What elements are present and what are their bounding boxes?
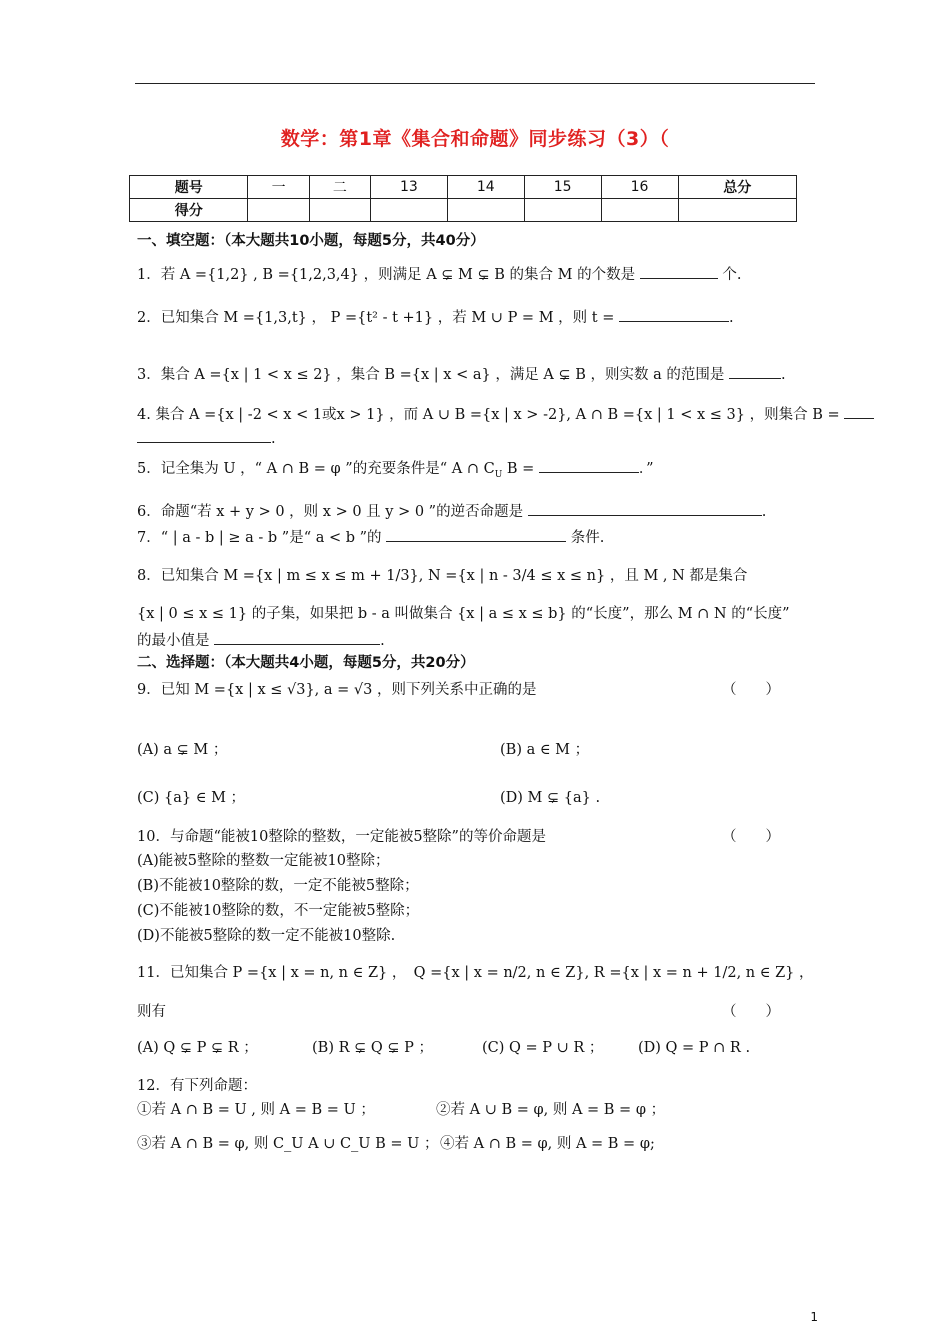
table-cell: 二 xyxy=(309,176,370,199)
page-title: 数学：第1章《集合和命题》同步练习（3）（ xyxy=(280,128,670,150)
question-9 xyxy=(137,680,537,700)
table-cell: 一 xyxy=(248,176,309,199)
question-text: 5．记全集为 U ，“ A ∩ B = φ ”的充要条件是“ A ∩ C xyxy=(137,461,495,477)
question-text: 4. 集合 A ={x | -2 < x < 1或x > 1} ，而 A ∪ B ={x | x > -2}, A ∩ B ={x | 1 < x ≤ 3} ，则集合 B = xyxy=(137,407,840,423)
question-8-line-1: 8．已知集合 M ={x | m ≤ x ≤ m + 1/3}, N ={x | n - 3/4 ≤ x ≤ n} ，且 M , N 都是集合 xyxy=(137,568,748,584)
question-11: 11．已知集合 P ={x | x = n, n ∈ Z} ， Q ={x | x = n/2, n ∈ Z}, R ={x | x = n + 1/2, n ∈ Z} ， xyxy=(137,965,814,981)
table-cell: 14 xyxy=(447,176,524,199)
answer-blank[interactable] xyxy=(640,264,718,279)
answer-blank[interactable] xyxy=(539,458,639,473)
score-cell[interactable] xyxy=(248,199,309,222)
answer-blank[interactable] xyxy=(619,307,729,322)
proposition-4: ④若 A ∩ B = φ, 则 A = B = φ; xyxy=(440,1136,655,1152)
question-11-cont: 则有 xyxy=(137,1004,166,1020)
score-table xyxy=(129,175,797,222)
answer-blank[interactable] xyxy=(844,404,874,419)
option-11b[interactable]: (B) R ⊊ Q ⊊ P ； xyxy=(312,1040,433,1056)
question-1 xyxy=(137,264,741,285)
answer-blank[interactable] xyxy=(729,364,781,379)
option-11a[interactable]: (A) Q ⊊ P ⊊ R ； xyxy=(137,1040,258,1056)
question-text: 条件. xyxy=(570,530,605,546)
question-8-line-2: {x | 0 ≤ x ≤ 1} 的子集，如果把 b - a 叫做集合 {x | a ≤ x ≤ b} 的“长度”，那么 M ∩ N 的“长度” xyxy=(137,606,790,622)
table-cell: 得分 xyxy=(130,199,248,222)
score-cell[interactable] xyxy=(678,199,797,222)
page-number: 1 xyxy=(810,1310,818,1324)
question-2: 2．已知集合 M ={1,3,t} ， P ={t² - t +1} ，若 M ∪ P = M ，则 t = . xyxy=(137,307,734,328)
table-row xyxy=(130,176,797,199)
table-cell: 题号 xyxy=(130,176,248,199)
option-10c[interactable]: (C)不能被10整除的数，不一定能被5整除； xyxy=(137,903,420,919)
table-cell: 16 xyxy=(601,176,678,199)
question-text: 3．集合 A ={x | 1 < x ≤ 2} ，集合 B ={x | x < a} ，满足 A ⊊ B ，则实数 a 的范围是 xyxy=(137,367,725,383)
question-4-cont: . xyxy=(137,428,276,449)
question-6: 6．命题“若 x + y > 0 ，则 x > 0 且 y > 0 ”的逆否命题是 . xyxy=(137,501,766,522)
answer-blank[interactable] xyxy=(528,501,762,516)
table-cell: 总分 xyxy=(678,176,797,199)
answer-blank[interactable] xyxy=(137,428,271,443)
score-cell[interactable] xyxy=(601,199,678,222)
question-12: 12．有下列命题： xyxy=(137,1078,257,1094)
answer-blank[interactable] xyxy=(214,630,380,645)
section-heading-fill: 一、填空题：（本大题共10小题，每题5分，共40分） xyxy=(137,233,485,249)
proposition-1: ①若 A ∩ B = U , 则 A = B = U ； xyxy=(137,1102,375,1118)
option-11c[interactable]: (C) Q = P ∪ R ； xyxy=(482,1040,604,1056)
option-9b[interactable]: (B) a ∈ M ； xyxy=(500,742,590,758)
option-10b[interactable]: (B)不能被10整除的数，一定不能被5整除； xyxy=(137,878,419,894)
table-cell: 15 xyxy=(524,176,601,199)
table-cell: 13 xyxy=(370,176,447,199)
answer-paren[interactable]: （ ） xyxy=(722,682,780,698)
score-cell[interactable] xyxy=(524,199,601,222)
subscript: U xyxy=(494,469,503,480)
option-10a[interactable]: (A)能被5整除的整数一定能被10整除； xyxy=(137,853,390,869)
answer-paren[interactable]: （ ） xyxy=(722,1004,780,1020)
question-text: 2．已知集合 M ={1,3,t} ， P ={t² - t +1} ，若 M ∪ P = M ，则 t = xyxy=(137,310,615,326)
table-row xyxy=(130,199,797,222)
question-text: 7．“ | a - b | ≥ a - b ”是“ a < b ”的 xyxy=(137,530,382,546)
question-text: 1．若 A ={1,2} , B ={1,2,3,4} ，则满足 A ⊊ M ⊊ B 的集合 M 的个数是 xyxy=(137,267,636,283)
score-cell[interactable] xyxy=(447,199,524,222)
option-10d[interactable]: (D)不能被5整除的数一定不能被10整除. xyxy=(137,928,396,944)
score-cell[interactable] xyxy=(309,199,370,222)
header-rule xyxy=(135,83,815,84)
section-heading-choice: 二、选择题：（本大题共4小题，每题5分，共20分） xyxy=(137,655,475,671)
option-11d[interactable]: (D) Q = P ∩ R . xyxy=(638,1040,751,1056)
score-cell[interactable] xyxy=(370,199,447,222)
question-8-line-3: 的最小值是 . xyxy=(137,630,385,651)
question-10: 10．与命题“能被10整除的整数，一定能被5整除”的等价命题是 xyxy=(137,829,546,845)
question-text: 9．已知 M ={x | x ≤ √3}, a = √3 ，则下列关系中正确的是 xyxy=(137,682,537,698)
option-9d[interactable]: (D) M ⊊ {a} . xyxy=(500,790,601,806)
question-5: 5．记全集为 U ，“ A ∩ B = φ ”的充要条件是“ A ∩ $C_U$ B = ．” xyxy=(137,458,654,485)
question-text: 个. xyxy=(722,267,742,283)
question-7 xyxy=(137,527,604,548)
question-3: 3．集合 A ={x | 1 < x ≤ 2} ，集合 B ={x | x < a} ，满足 A ⊊ B ，则实数 a 的范围是 . xyxy=(137,364,786,385)
question-4 xyxy=(137,404,874,425)
answer-paren[interactable]: （ ） xyxy=(722,829,780,845)
option-9a[interactable]: (A) a ⊊ M ； xyxy=(137,742,228,758)
proposition-3: ③若 A ∩ B = φ, 则 C_U A ∪ C_U B = U ； xyxy=(137,1136,439,1152)
proposition-2: ②若 A ∪ B = φ, 则 A = B = φ ； xyxy=(436,1102,666,1118)
answer-blank[interactable] xyxy=(386,527,566,542)
question-text: 的最小值是 xyxy=(137,633,210,649)
option-9c[interactable]: (C) {a} ∈ M ； xyxy=(137,790,246,806)
question-text: B = xyxy=(506,461,535,477)
question-text: 6．命题“若 x + y > 0 ，则 x > 0 且 y > 0 ”的逆否命题是 xyxy=(137,504,524,520)
